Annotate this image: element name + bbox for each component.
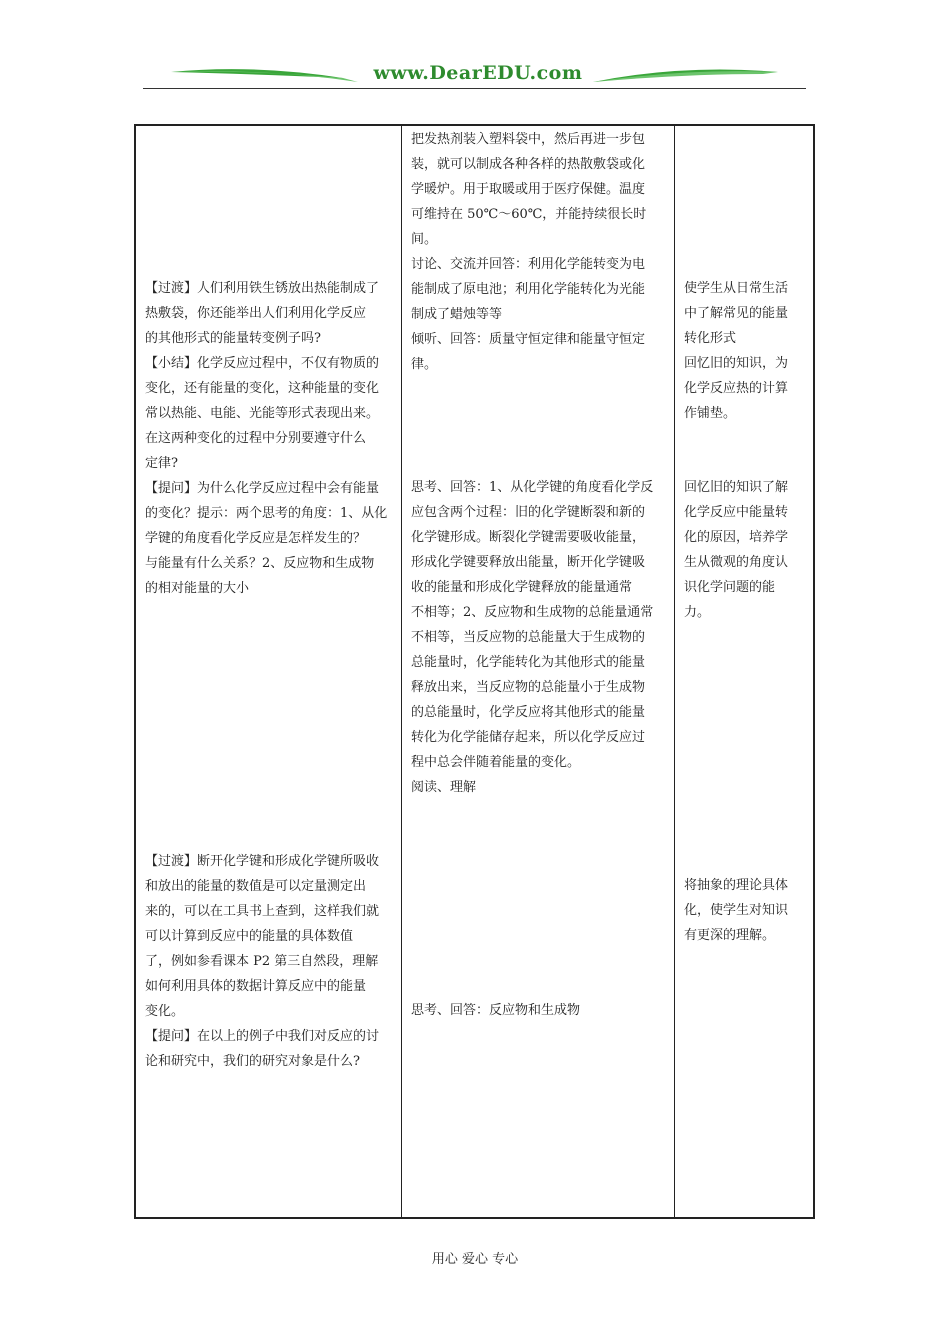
- text-line: 间。: [411, 232, 438, 247]
- text-line: 讨论、交流并回答：利用化学能转变为电: [411, 257, 646, 272]
- text-line: 和放出的能量的数值是可以定量测定出: [145, 879, 367, 894]
- text-line: 中了解常见的能量: [684, 306, 789, 321]
- teacher-activity-block-1: [145, 276, 387, 601]
- design-intent-block-2: [684, 475, 788, 625]
- text-line: 【提问】在以上的例子中我们对反应的讨: [145, 1029, 380, 1044]
- text-line: 阅读、理解: [411, 780, 477, 795]
- text-line: 【过渡】断开化学键和形成化学键所吸收: [145, 854, 380, 869]
- text-line: 【提问】为什么化学反应过程中会有能量: [145, 481, 380, 496]
- text-line: 思考、回答：反应物和生成物: [411, 1003, 581, 1018]
- text-line: 化学反应热的计算: [684, 381, 789, 396]
- text-line: 学键的角度看化学反应是怎样发生的？: [145, 531, 367, 546]
- text-line: 律。: [411, 357, 438, 372]
- lesson-table: [134, 124, 815, 1219]
- text-line: 与能量有什么关系？2、反应物和生成物: [145, 556, 375, 571]
- text-line: 将抽象的理论具体: [684, 878, 789, 893]
- text-line: 变化，还有能量的变化，这种能量的变化: [145, 381, 380, 396]
- text-line: 应包含两个过程：旧的化学键断裂和新的: [411, 505, 646, 520]
- header-rule: [143, 88, 806, 89]
- text-line: 转化为化学能储存起来，所以化学反应过: [411, 730, 646, 745]
- text-line: 收的能量和形成化学键释放的能量通常: [411, 580, 633, 595]
- design-intent-block-3: [684, 873, 788, 948]
- text-line: 可维持在 50℃～60℃，并能持续很长时: [411, 207, 647, 222]
- text-line: 有更深的理解。: [684, 928, 776, 943]
- text-line: 的变化？提示：两个思考的角度：1、从化: [145, 506, 388, 521]
- text-line: 变化。: [145, 1004, 185, 1019]
- design-intent-block-1: [684, 276, 788, 426]
- text-line: 【过渡】人们利用铁生锈放出热能制成了: [145, 281, 380, 296]
- text-line: 的其他形式的能量转变例子吗?: [145, 331, 321, 346]
- text-line: 化学反应中能量转: [684, 505, 789, 520]
- text-line: 转化形式: [684, 331, 737, 346]
- student-activity-block-2: [411, 475, 653, 800]
- text-line: 回忆旧的知识，为: [684, 356, 789, 371]
- text-line: 常以热能、电能、光能等形式表现出来。: [145, 406, 380, 421]
- text-line: 化的原因，培养学: [684, 530, 789, 545]
- text-line: 【小结】化学反应过程中，不仅有物质的: [145, 356, 380, 371]
- text-line: 可以计算到反应中的能量的具体数值: [145, 929, 354, 944]
- text-line: 倾听、回答：质量守恒定律和能量守恒定: [411, 332, 646, 347]
- student-activity-block-3: [411, 998, 580, 1023]
- text-line: 化，使学生对知识: [684, 903, 789, 918]
- text-line: 学暖炉。用于取暖或用于医疗保健。温度: [411, 182, 646, 197]
- student-activity-block-1: [411, 127, 646, 377]
- text-line: 程中总会伴随着能量的变化。: [411, 755, 581, 770]
- text-line: 识化学问题的能: [684, 580, 776, 595]
- teacher-activity-column: [136, 126, 402, 1217]
- page-header: [143, 60, 806, 92]
- text-line: 化学键形成。断裂化学键需要吸收能量，: [411, 530, 646, 545]
- text-line: 思考、回答：1、从化学键的角度看化学反: [411, 480, 654, 495]
- text-line: 不相等；2、反应物和生成物的总能量通常: [411, 605, 654, 620]
- page-footer: 用心 爱心 专心: [431, 1252, 519, 1267]
- text-line: 释放出来，当反应物的总能量小于生成物: [411, 680, 646, 695]
- text-line: 在这两种变化的过程中分别要遵守什么: [145, 431, 367, 446]
- text-line: 不相等，当反应物的总能量大于生成物的: [411, 630, 646, 645]
- text-line: 热敷袋，你还能举出人们利用化学反应: [145, 306, 367, 321]
- text-line: 的相对能量的大小: [145, 581, 250, 596]
- text-line: 来的，可以在工具书上查到，这样我们就: [145, 904, 380, 919]
- text-line: 回忆旧的知识了解: [684, 480, 789, 495]
- text-line: 使学生从日常生活: [684, 281, 789, 296]
- text-line: 的总能量时，化学反应将其他形式的能量: [411, 705, 646, 720]
- text-line: 制成了蜡烛等等: [411, 307, 503, 322]
- text-line: 总能量时，化学能转化为其他形式的能量: [411, 655, 646, 670]
- text-line: 了，例如参看课本 P2 第三自然段，理解: [145, 954, 379, 969]
- text-line: 把发热剂装入塑料袋中，然后再进一步包: [411, 132, 646, 147]
- teacher-activity-block-2: [145, 849, 379, 1074]
- design-intent-column: [675, 126, 815, 1217]
- text-line: 装，就可以制成各种各样的热散敷袋或化: [411, 157, 646, 172]
- text-line: 如何利用具体的数据计算反应中的能量: [145, 979, 367, 994]
- text-line: 形成化学键要释放出能量，断开化学键吸: [411, 555, 646, 570]
- text-line: 生从微观的角度认: [684, 555, 789, 570]
- site-logo-text: www.DearEDU.com: [373, 62, 583, 84]
- text-line: 能制成了原电池；利用化学能转化为光能: [411, 282, 646, 297]
- text-line: 力。: [684, 605, 711, 620]
- text-line: 作铺垫。: [684, 406, 737, 421]
- student-activity-column: [402, 126, 675, 1217]
- text-line: 论和研究中，我们的研究对象是什么?: [145, 1054, 360, 1069]
- text-line: 定律?: [145, 456, 178, 471]
